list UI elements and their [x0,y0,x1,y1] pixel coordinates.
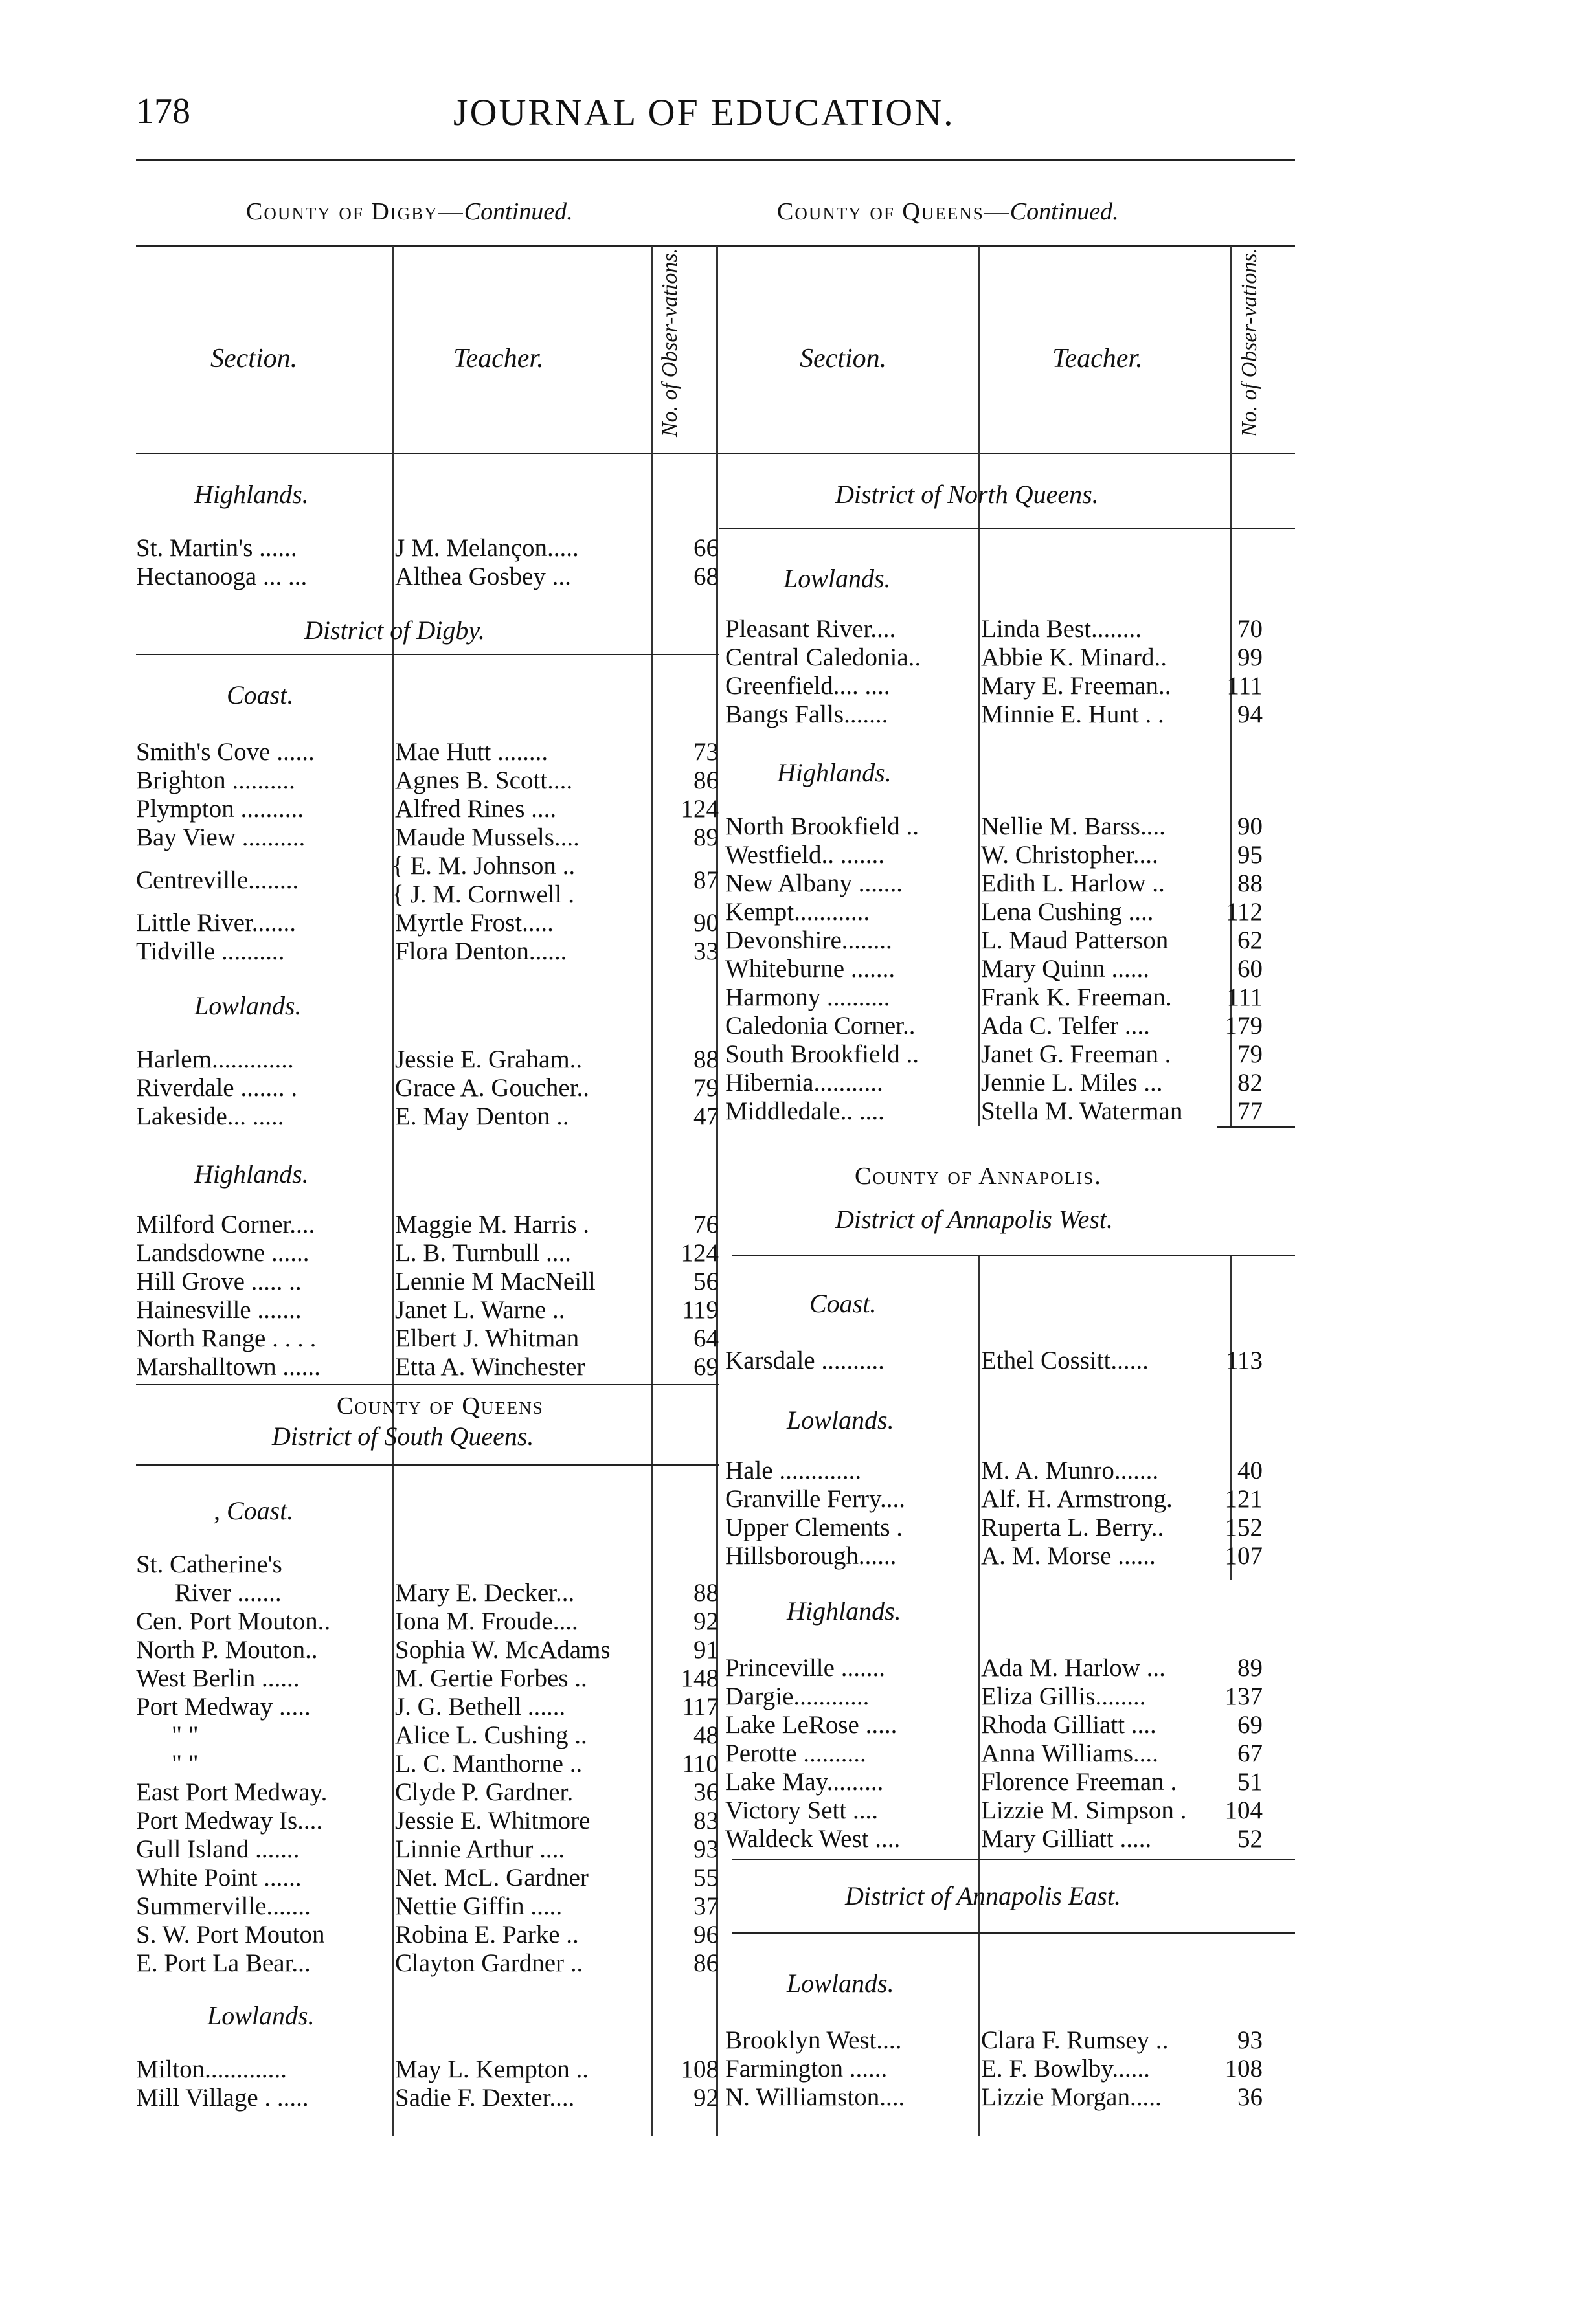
left-highlands-label: Highlands. [194,480,309,509]
district-north-queens-heading: District of North Queens. [835,480,1099,509]
left-coast2-label: , Coast. [214,1496,294,1525]
district-annapolis-east-heading: District of Annapolis East. [845,1881,1121,1910]
rule [136,1384,719,1385]
left-obs-header: No. of Obser-vations. [658,247,682,437]
right-col-rule-1b [978,1256,980,2136]
left-lowlands-label: Lowlands. [194,991,302,1020]
left-coast-label: Coast. [227,680,294,709]
rule [1217,1126,1295,1128]
right-col-rule-1a [978,246,980,1126]
right-teacher-header: Teacher. [1052,344,1143,374]
right-county-header: County of Queens—Continued. [777,198,1119,225]
left-col-rule-2 [651,246,653,2136]
left-highlands2-label: Highlands. [194,1159,309,1189]
right-lowlands-label: Lowlands. [783,564,891,593]
right-coast-label: Coast. [809,1289,877,1318]
district-annapolis-west-heading: District of Annapolis West. [835,1205,1113,1234]
county-queens-heading: County of Queens [337,1392,544,1420]
rule [136,654,719,655]
top-rule [136,159,1295,161]
right-highlands2-label: Highlands. [787,1596,901,1626]
right-lowlands3-label: Lowlands. [787,1969,894,1998]
journal-title: JOURNAL OF EDUCATION. [453,91,955,133]
left-section-header: Section. [210,344,298,374]
rule [732,1859,1295,1860]
rule [136,1464,719,1466]
right-lowlands2-label: Lowlands. [787,1405,894,1435]
right-highlands-label: Highlands. [777,758,892,787]
left-lowlands2-label: Lowlands. [207,2001,315,2030]
left-county-header: County of Digby—Continued. [246,198,573,225]
district-digby-heading: District of Digby. [304,616,485,645]
county-annapolis-heading: County of Annapolis. [855,1163,1102,1190]
left-teacher-header: Teacher. [453,344,544,374]
journal-page: 178 JOURNAL OF EDUCATION. County of Digby—Continued. County of Queens—Continued. Section. Teacher. No. of Obser-vations. Section. Teacher. No. of Obser-vations. Highlands. St. Martin's ...... J M. Melançon..... 66 Hectanooga ... ... Althea Gosbey ... 68 District of Digby. Coast. Smith's Cove ...... Mae Hutt ........ 73 Brighton .......... Agnes B. Scott.... 86 Plympton .......... Alfred Rines .... 124 Bay View .......... Maude Mussels.... 89 Centreville........ { E. M. Johnson .. { J. M. Cornwell . 87 Little River....... Myrtle Frost..... 90 Tidville .......... Flora Denton...... 33 Lowlands. Harlem............. Jessie E. Graham.. 88 Riverdale ....... . Grace A. Goucher.. 79 Lakeside... ..... E. May Denton .. 47 Highlands. Milford Corner.... Maggie M. Harris . 76 Landsdowne ...... L. B. Turnbull .... 124 Hill Grove ..... .. Lennie M MacNeill 56 Hainesville ....... Janet L. Warne .. 119 North Range . . . . Elbert J. Whitman 64 Marshalltown ...... Etta A. Winchester 69 County of Queens District of South Queens. , Coast. St. Catherine's River ....... Mary E. Decker... 88 Cen. Port Mouton.. Iona M. Froude.... 92 North P. Mouton.. Sophia W. McAdams 91 West Berlin ...... M. Gertie Forbes .. 148 Port Medway ..... J. G. Bethell ...... 117 " " Alice L. Cushing .. 48 " " L. C. Manthorne .. 110 East Port Medway. Clyde P. Gardner. 36 Port Medway Is.... Jessie E. Whitmore 83 Gull Island ....... Linnie Arthur .... 93 White Point ...... Net. McL. Gardner 55 Summerville....... Nettie Giffin ..... 37 S. W. Port Mouton Robina E. Parke .. 96 E. Port La Bear... Clayton Gardner .. 86 Lowlands. Milton............. May L. Kempton .. 108 Mill Village . ..... Sadie F. Dexter.... 92 District of North Queens. Lowlands. Pleasant River.... Linda Best........ 70 Central Caledonia.. Abbie K. Minard.. 99 Greenfield.... .... Mary E. Freeman.. 111 Bangs Falls....... Minnie E. Hunt . . 94 Highlands. North Brookfield .. Nellie M. Barss.... 90 Westfield.. ....... W. Christopher.... 95 New Albany ....... Edith L. Harlow .. 88 Kempt............ Lena Cushing .... 112 Devonshire........ L. Maud Patterson 62 Whiteburne ....... Mary Quinn ...... 60 Harmony .......... Frank K. Freeman. 111 Caledonia Corner.. Ada C. Telfer .... 179 South Brookfield .. Janet G. Freeman . 79 Hibernia........... Jennie L. Miles ... 82 Middledale.. .... Stella M. Waterman 77 County of Annapolis. District of Annapolis West. Coast. Karsdale .......... Ethel Cossitt...... 113 Lowlands. Hale ............. M. A. Munro....... 40 Granville Ferry.... Alf. H. Armstrong. 121 Upper Clements . Ruperta L. Berry.. 152 Hillsborough...... A. M. Morse ...... 107 Highlands. Princeville ....... Ada M. Harlow ... 89 Dargie............ Eliza Gillis........ 137 Lake LeRose ..... Rhoda Gilliatt .... 69 Perotte .......... Anna Williams.... 67 Lake May......... Florence Freeman . 51 Victory Sett .... Lizzie M. Simpson . 104 Waldeck West .... Mary Gilliatt ..... 52 District of Annapolis East. Lowlands. Brooklyn West.... Clara F. Rumsey .. 93 Farmington ...... E. F. Bowlby...... 108 N. Williamston.... Lizzie Morgan..... 36 [0,0,1589,2324]
district-south-queens-heading: District of South Queens. [272,1422,534,1451]
rule [732,1932,1295,1934]
right-section-header: Section. [800,344,887,374]
page-number: 178 [136,91,190,131]
rule [732,1255,1295,1256]
right-obs-header: No. of Obser-vations. [1237,247,1261,437]
left-col-rule-1 [392,246,394,2136]
rule [719,528,1295,529]
